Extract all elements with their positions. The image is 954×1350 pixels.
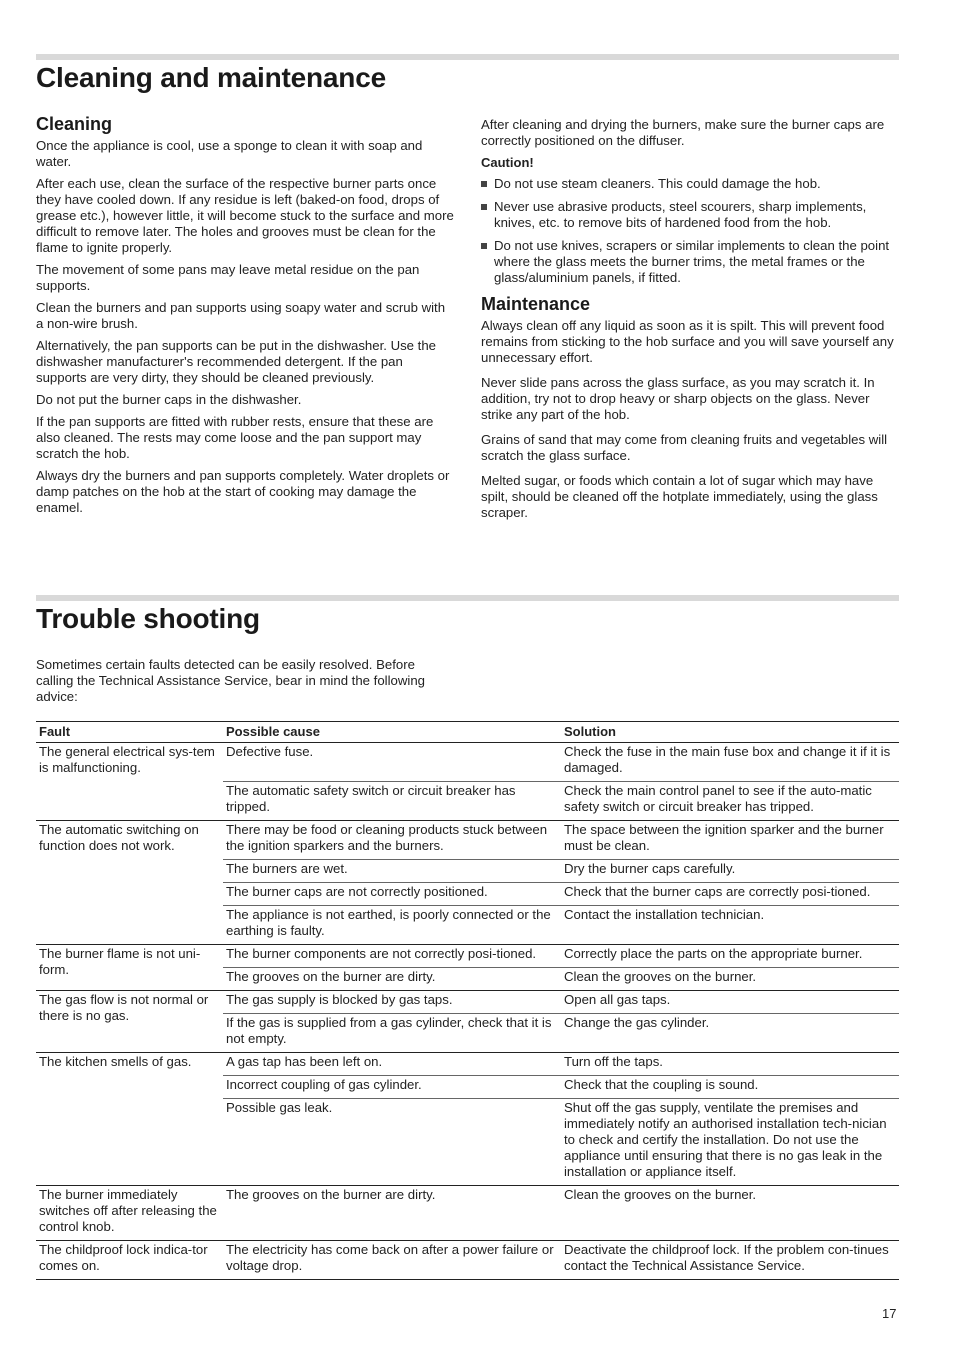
section-divider-bar (36, 54, 899, 60)
fault-cell: The childproof lock indica-tor comes on. (36, 1241, 223, 1280)
table-header-row (36, 722, 899, 743)
solution-cell: Check that the coupling is sound. (561, 1076, 899, 1099)
column-header-solution: Solution (561, 722, 899, 743)
fault-cell: The burner immediately switches off after releasing the control knob. (36, 1186, 223, 1241)
paragraph: Always clean off any liquid as soon as it is spilt. This will prevent food remains from sticking to the hob surface and you will save yourself any unnecessary effort. (481, 318, 894, 365)
solution-cell: Check the main control panel to see if the auto-matic safety switch or circuit breaker has tripped. (561, 782, 899, 821)
table-row (36, 743, 899, 782)
section-title-cleaning-maintenance: Cleaning and maintenance (36, 62, 386, 93)
paragraph: Alternatively, the pan supports can be put in the dishwasher. Use the dishwasher manufacturer's recommended detergent. If the pan supports are very dirty, they should be cleaned previously. (36, 338, 437, 385)
maintenance-column (481, 117, 899, 530)
cause-cell: The grooves on the burner are dirty. (223, 968, 561, 991)
table-body (36, 743, 899, 1280)
section-divider-bar (36, 595, 899, 601)
paragraph: Melted sugar, or foods which contain a lot of sugar which may have spilt, should be cleaned off the hotplate immediately, using the glass scraper. (481, 473, 878, 520)
cause-cell: If the gas is supplied from a gas cylinder, check that it is not empty. (223, 1014, 561, 1053)
page-number: 17 (882, 1306, 897, 1321)
section-title-trouble-shooting: Trouble shooting (36, 603, 260, 634)
fault-cell: The general electrical sys-tem is malfunctioning. (36, 743, 223, 821)
cleaning-column (36, 116, 454, 522)
table-row (36, 945, 899, 968)
solution-cell: The space between the ignition sparker and the burner must be clean. (561, 821, 899, 860)
caution-label: Caution! (481, 155, 534, 170)
solution-cell: Clean the grooves on the burner. (561, 1186, 899, 1241)
paragraph: Always dry the burners and pan supports completely. Water droplets or damp patches on the hob at the start of cooking may damage the enamel. (36, 468, 450, 515)
solution-cell: Turn off the taps. (561, 1053, 899, 1076)
cause-cell: The burner caps are not correctly positioned. (223, 883, 561, 906)
paragraph: The movement of some pans may leave metal residue on the pan supports. (36, 262, 420, 293)
fault-cell: The kitchen smells of gas. (36, 1053, 223, 1186)
cause-cell: The burners are wet. (223, 860, 561, 883)
solution-cell: Dry the burner caps carefully. (561, 860, 899, 883)
cause-cell: The appliance is not earthed, is poorly connected or the earthing is faulty. (223, 906, 561, 945)
paragraph: After each use, clean the surface of the respective burner parts once they have cooled down. If any residue is left (baked-on food, drops of grease etc.), however little, it will become stuck to the surface and more difficult to remove later. The holes and grooves must be clean for the flame to ignite properly. (36, 176, 454, 255)
maintenance-heading: Maintenance (481, 294, 591, 314)
solution-cell: Shut off the gas supply, ventilate the premises and immediately notify an authorised installation tech-nician to check and certify the installation. Do not use the appliance until ensuring that there is no gas leak in the installation or appliance itself. (561, 1099, 899, 1186)
cause-cell: There may be food or cleaning products stuck between the ignition sparkers and the burners. (223, 821, 561, 860)
table-row (36, 991, 899, 1014)
cause-cell: Possible gas leak. (223, 1099, 561, 1186)
column-header-fault: Fault (36, 722, 223, 743)
table-row (36, 821, 899, 860)
solution-cell: Correctly place the parts on the appropriate burner. (561, 945, 899, 968)
solution-cell: Contact the installation technician. (561, 906, 899, 945)
cause-cell: The electricity has come back on after a power failure or voltage drop. (223, 1241, 561, 1280)
solution-cell: Clean the grooves on the burner. (561, 968, 899, 991)
cause-cell: Incorrect coupling of gas cylinder. (223, 1076, 561, 1099)
solution-cell: Deactivate the childproof lock. If the problem con-tinues contact the Technical Assistance Service. (561, 1241, 899, 1280)
paragraph: Clean the burners and pan supports using soapy water and scrub with a non-wire brush. (36, 300, 446, 331)
cause-cell: A gas tap has been left on. (223, 1053, 561, 1076)
cause-cell: The burner components are not correctly posi-tioned. (223, 945, 561, 968)
paragraph: Do not put the burner caps in the dishwasher. (36, 392, 302, 407)
trouble-shooting-table (36, 721, 899, 1280)
cause-cell: The gas supply is blocked by gas taps. (223, 991, 561, 1014)
fault-cell: The gas flow is not normal or there is no gas. (36, 991, 223, 1053)
cause-cell: The automatic safety switch or circuit breaker has tripped. (223, 782, 561, 821)
paragraph: Never slide pans across the glass surface, as you may scratch it. In addition, try not to drop heavy or sharp objects on the glass. Never strike any part of the hob. (481, 375, 875, 422)
table-row (36, 1053, 899, 1076)
fault-cell: The burner flame is not uni-form. (36, 945, 223, 991)
list-item: Do not use steam cleaners. This could damage the hob. (481, 176, 899, 192)
table-row (36, 1241, 899, 1280)
paragraph: Grains of sand that may come from cleaning fruits and vegetables will scratch the glass surface. (481, 432, 888, 463)
solution-cell: Change the gas cylinder. (561, 1014, 899, 1053)
list-item: Never use abrasive products, steel scourers, sharp implements, knives, etc. to remove bits of hardened food from the hob. (481, 199, 899, 231)
solution-cell: Open all gas taps. (561, 991, 899, 1014)
paragraph: Once the appliance is cool, use a sponge to clean it with soap and water. (36, 138, 423, 169)
paragraph: If the pan supports are fitted with rubber rests, ensure that these are also cleaned. The rests may come loose and the pan support may scratch the hob. (36, 414, 434, 461)
cause-cell: The grooves on the burner are dirty. (223, 1186, 561, 1241)
table-row (36, 1186, 899, 1241)
column-header-cause: Possible cause (223, 722, 561, 743)
cause-cell: Defective fuse. (223, 743, 561, 782)
solution-cell: Check that the burner caps are correctly posi-tioned. (561, 883, 899, 906)
cleaning-heading: Cleaning (36, 114, 113, 134)
trouble-shooting-intro: Sometimes certain faults detected can be easily resolved. Before calling the Technical Assistance Service, bear in mind the following advice: (36, 657, 425, 704)
list-item: Do not use knives, scrapers or similar implements to clean the point where the glass meets the burner trims, the metal frames or the glass/aluminium panels, if fitted. (481, 238, 899, 286)
paragraph: After cleaning and drying the burners, make sure the burner caps are correctly positioned on the diffuser. (481, 117, 885, 148)
fault-cell: The automatic switching on function does not work. (36, 821, 223, 945)
solution-cell: Check the fuse in the main fuse box and change it if it is damaged. (561, 743, 899, 782)
caution-list (481, 176, 899, 286)
